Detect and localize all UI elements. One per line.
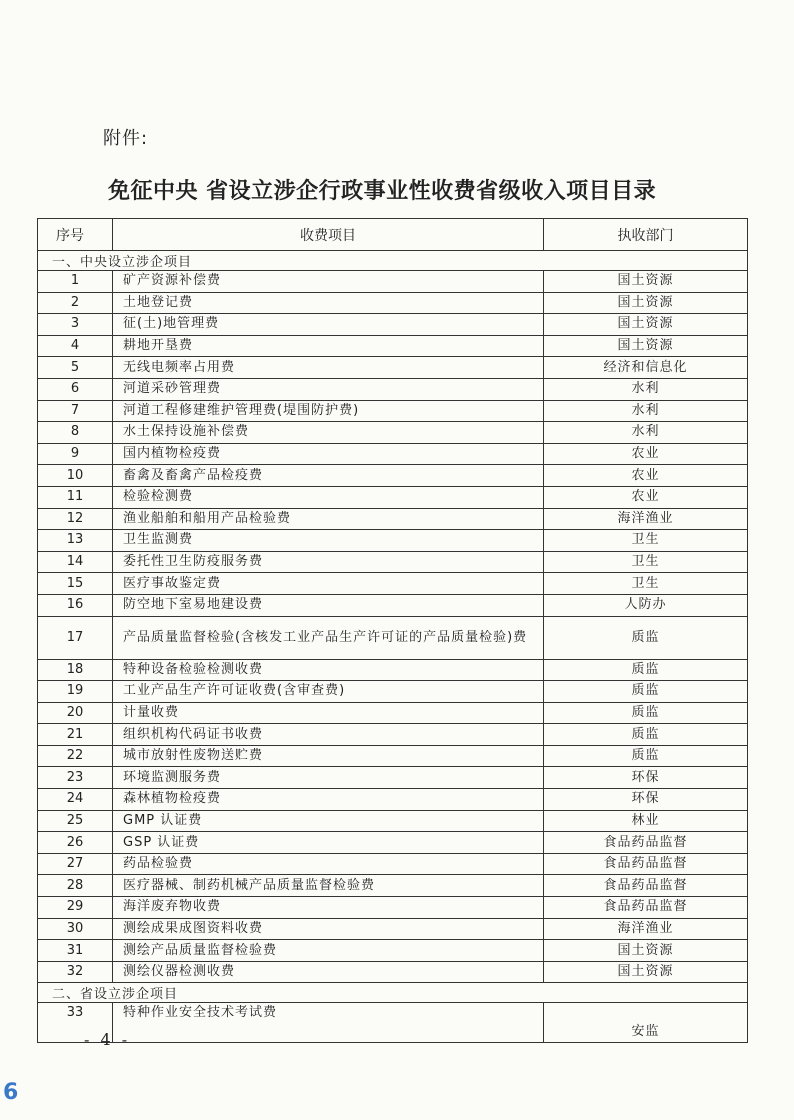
corner-mark: 6	[3, 1080, 19, 1105]
row-department: 农业	[544, 465, 748, 487]
row-number: 21	[38, 724, 113, 746]
table-row	[38, 745, 748, 767]
row-number: 17	[38, 616, 113, 659]
row-fee-item: 环境监测服务费	[113, 767, 544, 789]
row-department: 海洋渔业	[544, 508, 748, 530]
table-row	[38, 508, 748, 530]
row-fee-item: GMP 认证费	[113, 810, 544, 832]
table-row	[38, 875, 748, 897]
row-number: 4	[38, 335, 113, 357]
row-department: 卫生	[544, 530, 748, 552]
row-department: 水利	[544, 400, 748, 422]
row-number: 19	[38, 681, 113, 703]
row-fee-item: 医疗器械、制药机械产品质量监督检验费	[113, 875, 544, 897]
header-dept: 执收部门	[544, 219, 748, 251]
table-row	[38, 465, 748, 487]
row-department: 食品药品监督	[544, 832, 748, 854]
table-row	[38, 767, 748, 789]
table-row	[38, 616, 748, 659]
row-fee-item: 特种设备检验检测收费	[113, 659, 544, 681]
row-fee-item: 测绘产品质量监督检验费	[113, 940, 544, 962]
row-department: 质监	[544, 724, 748, 746]
row-number: 18	[38, 659, 113, 681]
row-fee-item: 医疗事故鉴定费	[113, 573, 544, 595]
table-row	[38, 422, 748, 444]
table-row	[38, 702, 748, 724]
row-number: 31	[38, 940, 113, 962]
row-fee-item: GSP 认证费	[113, 832, 544, 854]
row-number: 28	[38, 875, 113, 897]
row-department: 质监	[544, 745, 748, 767]
header-item: 收费项目	[113, 219, 544, 251]
row-number: 25	[38, 810, 113, 832]
table-row	[38, 314, 748, 336]
table-row	[38, 918, 748, 940]
table-header-row	[38, 219, 748, 251]
row-number: 26	[38, 832, 113, 854]
fee-table	[37, 218, 748, 1043]
row-department: 食品药品监督	[544, 897, 748, 919]
row-department: 海洋渔业	[544, 918, 748, 940]
attachment-label: 附件:	[103, 128, 149, 149]
table-row	[38, 940, 748, 962]
row-department: 人防办	[544, 594, 748, 616]
row-number: 24	[38, 789, 113, 811]
row-number: 23	[38, 767, 113, 789]
row-department: 卫生	[544, 551, 748, 573]
row-department: 国土资源	[544, 292, 748, 314]
row-fee-item: 测绘仪器检测收费	[113, 961, 544, 983]
row-department: 水利	[544, 422, 748, 444]
row-fee-item: 城市放射性废物送贮费	[113, 745, 544, 767]
row-fee-item: 耕地开垦费	[113, 335, 544, 357]
row-department: 卫生	[544, 573, 748, 595]
row-fee-item: 矿产资源补偿费	[113, 271, 544, 293]
page-title: 免征中央 省设立涉企行政事业性收费省级收入项目目录	[108, 179, 657, 204]
row-fee-item: 征(土)地管理费	[113, 314, 544, 336]
row-department: 经济和信息化	[544, 357, 748, 379]
row-number: 1	[38, 271, 113, 293]
row-number: 3	[38, 314, 113, 336]
row-fee-item: 水土保持设施补偿费	[113, 422, 544, 444]
table-row	[38, 378, 748, 400]
row-department: 环保	[544, 767, 748, 789]
table-row	[38, 1003, 748, 1043]
table-row	[38, 292, 748, 314]
row-fee-item: 森林植物检疫费	[113, 789, 544, 811]
row-department: 林业	[544, 810, 748, 832]
table-row	[38, 357, 748, 379]
row-department: 安监	[544, 1003, 748, 1043]
row-fee-item: 土地登记费	[113, 292, 544, 314]
section-row	[38, 251, 748, 271]
table-row	[38, 897, 748, 919]
table-row	[38, 659, 748, 681]
row-number: 13	[38, 530, 113, 552]
row-department: 国土资源	[544, 314, 748, 336]
row-number: 7	[38, 400, 113, 422]
table-row	[38, 724, 748, 746]
row-department: 质监	[544, 659, 748, 681]
row-department: 食品药品监督	[544, 853, 748, 875]
row-number: 15	[38, 573, 113, 595]
table-row	[38, 400, 748, 422]
row-fee-item: 畜禽及畜禽产品检疫费	[113, 465, 544, 487]
row-number: 20	[38, 702, 113, 724]
row-department: 质监	[544, 702, 748, 724]
row-department: 食品药品监督	[544, 875, 748, 897]
row-number: 30	[38, 918, 113, 940]
row-fee-item: 特种作业安全技术考试费	[113, 1003, 544, 1043]
row-department: 质监	[544, 616, 748, 659]
row-number: 6	[38, 378, 113, 400]
row-number: 29	[38, 897, 113, 919]
row-number: 22	[38, 745, 113, 767]
row-department: 水利	[544, 378, 748, 400]
table-row	[38, 961, 748, 983]
row-department: 国土资源	[544, 271, 748, 293]
row-department: 国土资源	[544, 961, 748, 983]
row-number: 11	[38, 486, 113, 508]
row-department: 国土资源	[544, 335, 748, 357]
table-row	[38, 810, 748, 832]
row-fee-item: 测绘成果成图资料收费	[113, 918, 544, 940]
row-number: 33	[38, 1003, 113, 1043]
row-number: 27	[38, 853, 113, 875]
table-body	[38, 251, 748, 1043]
table-row	[38, 853, 748, 875]
row-number: 16	[38, 594, 113, 616]
row-number: 12	[38, 508, 113, 530]
row-number: 14	[38, 551, 113, 573]
row-fee-item: 河道采砂管理费	[113, 378, 544, 400]
row-fee-item: 药品检验费	[113, 853, 544, 875]
row-number: 2	[38, 292, 113, 314]
row-number: 8	[38, 422, 113, 444]
row-department: 环保	[544, 789, 748, 811]
row-fee-item: 无线电频率占用费	[113, 357, 544, 379]
table-row	[38, 681, 748, 703]
row-department: 农业	[544, 486, 748, 508]
row-number: 5	[38, 357, 113, 379]
row-fee-item: 海洋废弃物收费	[113, 897, 544, 919]
table-row	[38, 551, 748, 573]
section-title: 二、省设立涉企项目	[38, 983, 748, 1003]
row-fee-item: 委托性卫生防疫服务费	[113, 551, 544, 573]
row-fee-item: 检验检测费	[113, 486, 544, 508]
row-fee-item: 计量收费	[113, 702, 544, 724]
section-row	[38, 983, 748, 1003]
page-number: - 4 -	[84, 1030, 131, 1049]
row-number: 9	[38, 443, 113, 465]
section-title: 一、中央设立涉企项目	[38, 251, 748, 271]
row-fee-item: 产品质量监督检验(含核发工业产品生产许可证的产品质量检验)费	[113, 616, 544, 659]
table-row	[38, 789, 748, 811]
row-number: 10	[38, 465, 113, 487]
row-fee-item: 工业产品生产许可证收费(含审查费)	[113, 681, 544, 703]
table-row	[38, 832, 748, 854]
table-row	[38, 271, 748, 293]
row-fee-item: 组织机构代码证书收费	[113, 724, 544, 746]
row-department: 质监	[544, 681, 748, 703]
row-fee-item: 河道工程修建维护管理费(堤围防护费)	[113, 400, 544, 422]
row-department: 国土资源	[544, 940, 748, 962]
table-row	[38, 443, 748, 465]
table-row	[38, 573, 748, 595]
header-seq: 序号	[38, 219, 113, 251]
table-row	[38, 530, 748, 552]
row-number: 32	[38, 961, 113, 983]
row-fee-item: 卫生监测费	[113, 530, 544, 552]
row-fee-item: 国内植物检疫费	[113, 443, 544, 465]
row-fee-item: 渔业船舶和船用产品检验费	[113, 508, 544, 530]
table-row	[38, 594, 748, 616]
table-row	[38, 486, 748, 508]
row-department: 农业	[544, 443, 748, 465]
row-fee-item: 防空地下室易地建设费	[113, 594, 544, 616]
table-row	[38, 335, 748, 357]
